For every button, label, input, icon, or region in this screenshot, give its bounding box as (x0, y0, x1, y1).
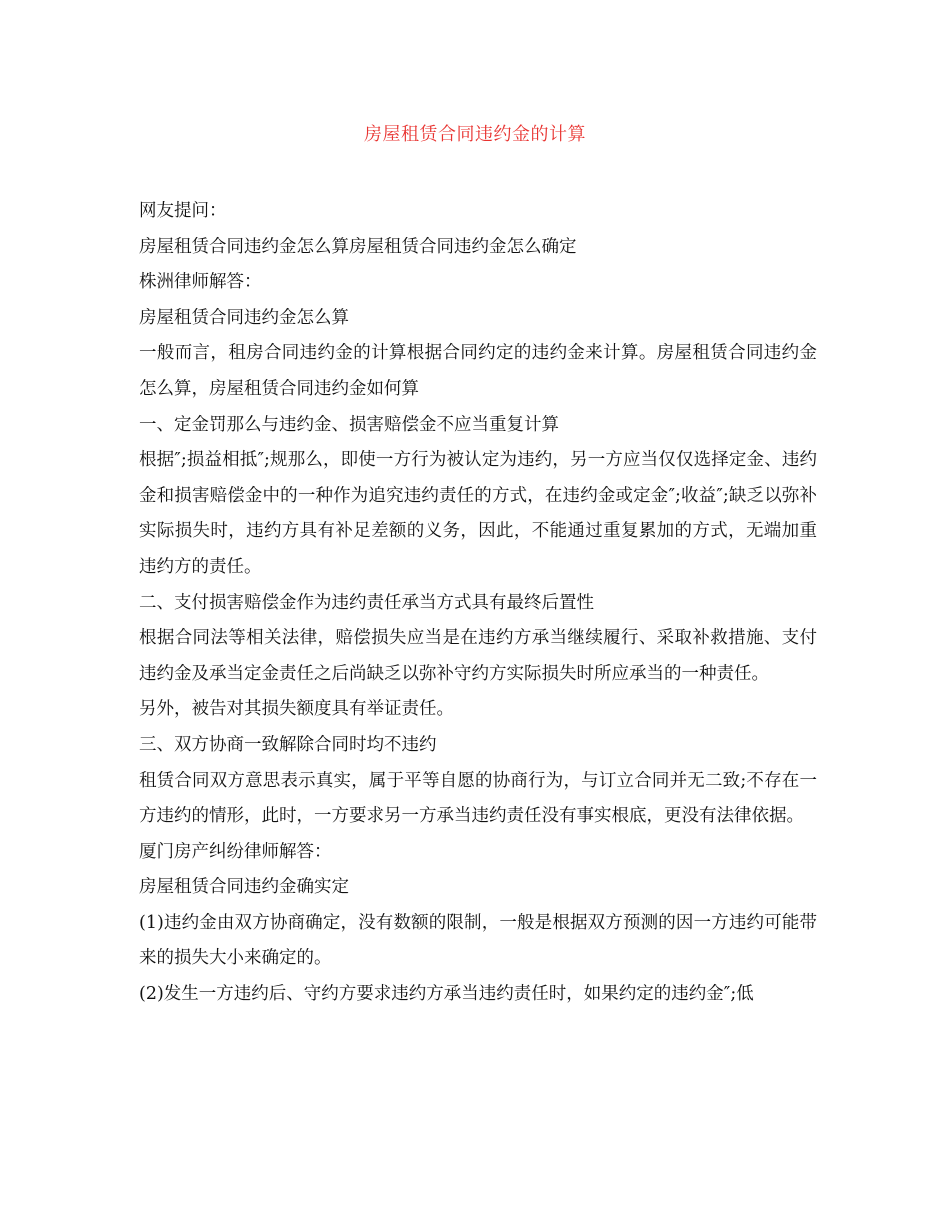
paragraph-body-2: 根据合同法等相关法律，赔偿损失应当是在违约方承当继续履行、采取补救措施、支付违约金及承当定金责任之后尚缺乏以弥补守约方实际损失时所应承当的一种责任。 (139, 628, 817, 684)
paragraph-body-1: 根据″;损益相抵″;规那么，即使一方行为被认定为违约，另一方应当仅仅选择定金、违约金和损害赔偿金中的一种作为追究违约责任的方式，在违约金或定金″;收益″;缺乏以弥补实际损失时，违约方具有补足差额的义务，因此，不能通过重复累加的方式，无端加重违约方的责任。 (139, 450, 817, 577)
paragraph-question-label: 网友提问： (139, 201, 227, 221)
paragraph-question: 房屋租赁合同违约金怎么算房屋租赁合同违约金怎么确定 (139, 236, 577, 257)
document-title: 房屋租赁合同违约金的计算 (364, 124, 586, 145)
paragraph-answer-label-zhuzhou: 株洲律师解答： (139, 272, 262, 293)
paragraph-body-3: 租赁合同双方意思表示真实，属于平等自愿的协商行为，与订立合同并无二致;不存在一方违约的情形，此时，一方要求另一方承当违约责任没有事实根底，更没有法律依据。 (139, 770, 817, 827)
paragraph-heading-2: 二、支付损害赔偿金作为违约责任承当方式具有最终后置性 (139, 592, 594, 613)
paragraph-body-2b: 另外，被告对其损失额度具有举证责任。 (139, 699, 454, 720)
document-body (139, 194, 817, 1013)
paragraph-answer-label-xiamen: 厦门房产纠纷律师解答： (139, 841, 332, 862)
paragraph-subheading-how-to-calc: 房屋租赁合同违约金怎么算 (139, 307, 349, 328)
paragraph-heading-1: 一、定金罚那么与违约金、损害赔偿金不应当重复计算 (139, 414, 559, 435)
paragraph-subheading-determination: 房屋租赁合同违约金确实定 (139, 877, 349, 898)
paragraph-intro: 一般而言，租房合同违约金的计算根据合同约定的违约金来计算。房屋租赁合同违约金怎么算，房屋租赁合同违约金如何算 (139, 343, 817, 399)
paragraph-item-1: (1)违约金由双方协商确定，没有数额的限制，一般是根据双方预测的因一方违约可能带来的损失大小来确定的。 (139, 912, 817, 969)
paragraph-heading-3: 三、双方协商一致解除合同时均不违约 (139, 734, 437, 755)
paragraph-item-2: (2)发生一方违约后、守约方要求违约方承当违约责任时，如果约定的违约金″;低 (139, 984, 754, 1005)
